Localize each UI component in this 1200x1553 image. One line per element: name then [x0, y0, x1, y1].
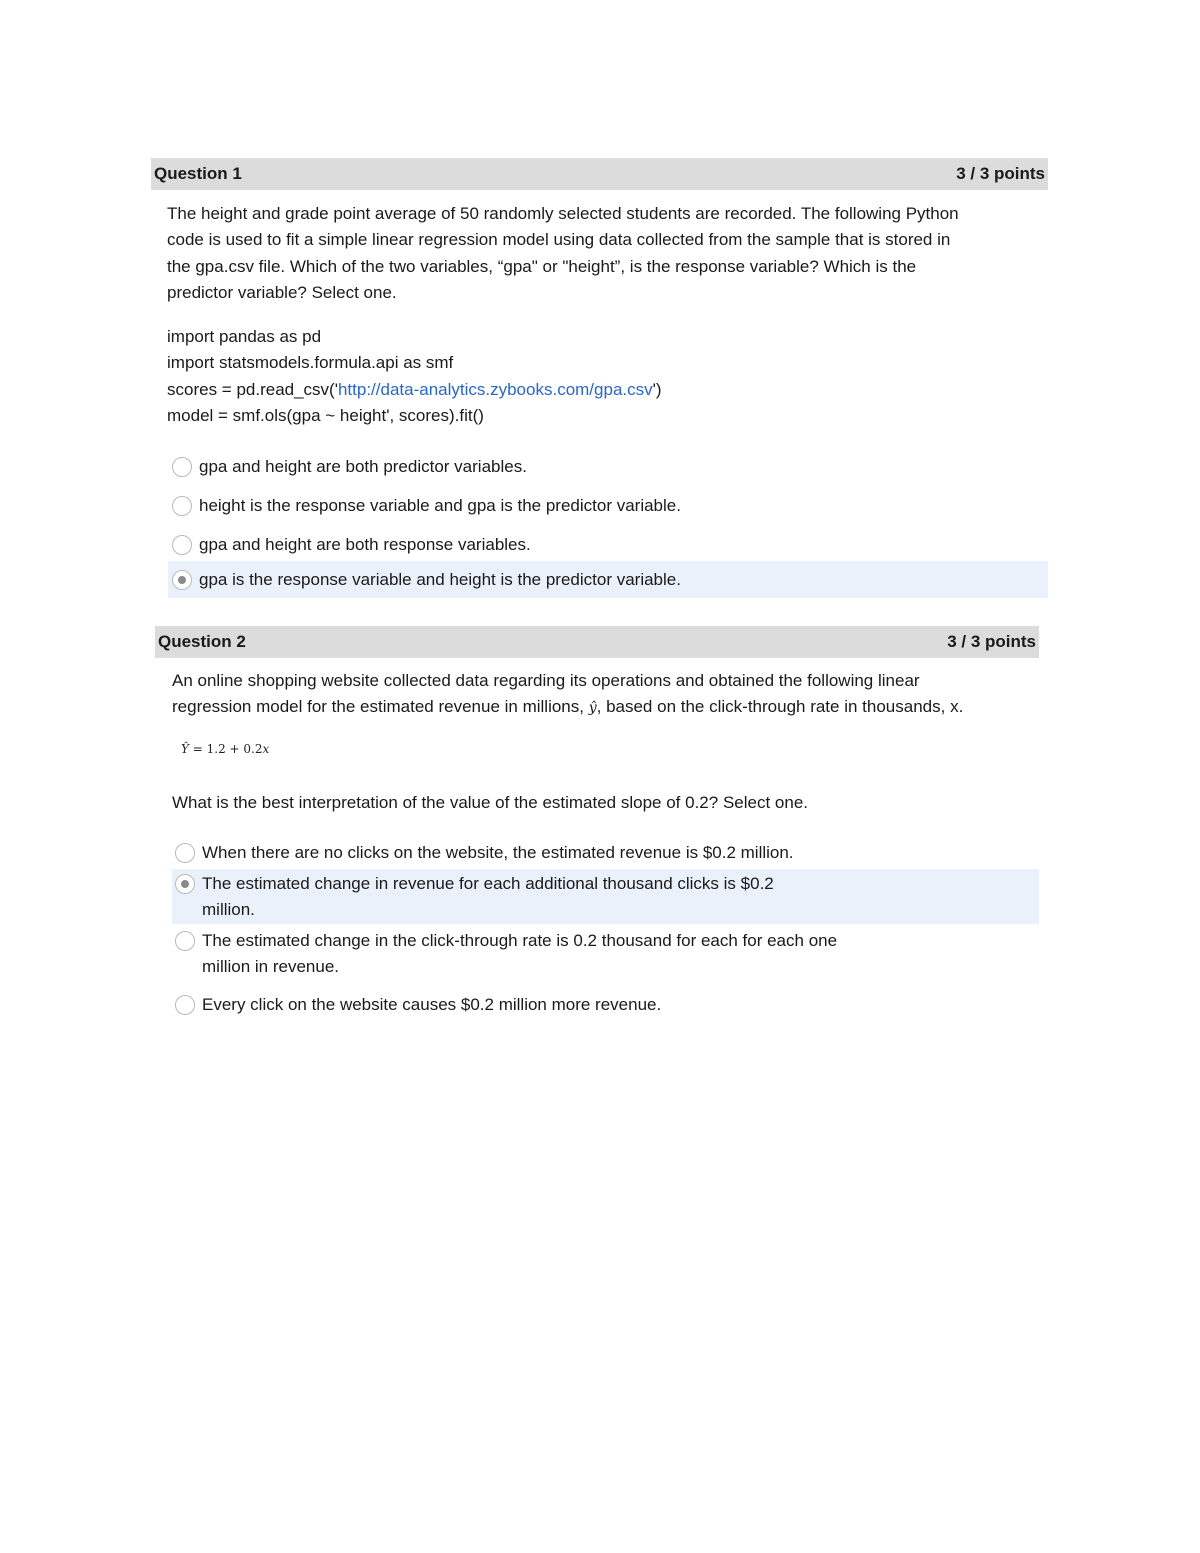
radio-button[interactable]	[172, 496, 192, 516]
question-1-prompt-line: predictor variable? Select one.	[167, 282, 397, 302]
option-label: gpa is the response variable and height is the predictor variable.	[199, 569, 681, 589]
question-1-option-2[interactable]	[168, 492, 1048, 519]
gpa-csv-link[interactable]: http://data-analytics.zybooks.com/gpa.csv	[337, 379, 653, 399]
code-line: import statsmodels.formula.api as smf	[167, 353, 454, 373]
code-line	[167, 377, 662, 403]
regression-equation	[181, 742, 269, 756]
code-line: import pandas as pd	[167, 327, 322, 346]
question-1-points: 3 / 3 points	[956, 164, 1045, 183]
equation-var: x	[262, 742, 270, 756]
question-2-prompt-line	[172, 694, 963, 721]
option-line: The estimated change in revenue for each additional thousand clicks is $0.2	[202, 874, 774, 893]
option-line: Every click on the website causes $0.2 million more revenue.	[202, 995, 662, 1015]
code-text: scores = pd.read_csv('	[167, 379, 338, 399]
question-2-option-4[interactable]	[172, 992, 1039, 1018]
radio-button[interactable]	[172, 457, 192, 477]
question-1-prompt-line: The height and grade point average of 50 randomly selected students are recorded. The following Python	[167, 204, 959, 223]
question-2-prompt	[172, 668, 963, 722]
question-2-points: 3 / 3 points	[947, 632, 1036, 651]
option-line: million.	[202, 899, 255, 919]
question-1-title: Question 1	[154, 164, 242, 183]
option-line: When there are no clicks on the website, the estimated revenue is $0.2 million.	[202, 843, 794, 863]
radio-button[interactable]	[175, 995, 195, 1015]
y-hat-symbol: ŷ	[588, 700, 597, 717]
question-2-option-2-selected[interactable]	[172, 869, 1039, 924]
radio-button[interactable]	[175, 931, 195, 951]
option-label: gpa and height are both predictor variables.	[199, 456, 527, 476]
option-label	[202, 871, 774, 922]
question-1-option-3[interactable]	[168, 531, 1048, 558]
code-line: model = smf.ols(gpa ~ height', scores).fit()	[167, 405, 484, 425]
question-2-prompt-line: An online shopping website collected data regarding its operations and obtained the following linear	[172, 671, 920, 690]
question-1-option-1[interactable]	[168, 453, 1048, 480]
radio-button-selected[interactable]	[175, 874, 195, 894]
question-2-option-3[interactable]	[172, 928, 1039, 980]
option-line: The estimated change in the click-through rate is 0.2 thousand for each for each one	[202, 931, 838, 950]
option-label: height is the response variable and gpa is the predictor variable.	[199, 495, 681, 515]
code-text: ')	[652, 379, 662, 399]
radio-button-selected[interactable]	[172, 570, 192, 590]
radio-button[interactable]	[175, 843, 195, 863]
question-1-prompt-line: code is used to fit a simple linear regression model using data collected from the sample that is stored in	[167, 230, 951, 250]
equation-lhs: Ŷ	[181, 742, 189, 756]
option-label: gpa and height are both response variables.	[199, 534, 531, 554]
question-2-option-1[interactable]	[172, 840, 1039, 866]
question-1-prompt-line: the gpa.csv file. Which of the two variables, “gpa" or "height”, is the response variable? Which is the	[167, 256, 917, 276]
question-1-header	[151, 158, 1048, 190]
equation-rhs: = 1.2 + 0.2	[192, 742, 263, 756]
radio-dot	[181, 880, 189, 888]
option-line: million in revenue.	[202, 956, 340, 976]
radio-button[interactable]	[172, 535, 192, 555]
question-2-question: What is the best interpretation of the value of the estimated slope of 0.2? Select one.	[172, 793, 808, 812]
option-label	[202, 992, 661, 1018]
question-2-title: Question 2	[158, 632, 246, 651]
option-label	[202, 928, 837, 979]
prompt-text: regression model for the estimated revenue in millions,	[172, 697, 589, 717]
prompt-text: , based on the click-through rate in thousands, x.	[596, 697, 964, 717]
question-1-prompt	[167, 201, 959, 306]
python-code-block	[167, 324, 662, 429]
question-2-header	[155, 626, 1039, 658]
option-label	[202, 840, 794, 866]
radio-dot	[178, 576, 186, 584]
question-1-option-4-selected[interactable]	[168, 561, 1048, 598]
